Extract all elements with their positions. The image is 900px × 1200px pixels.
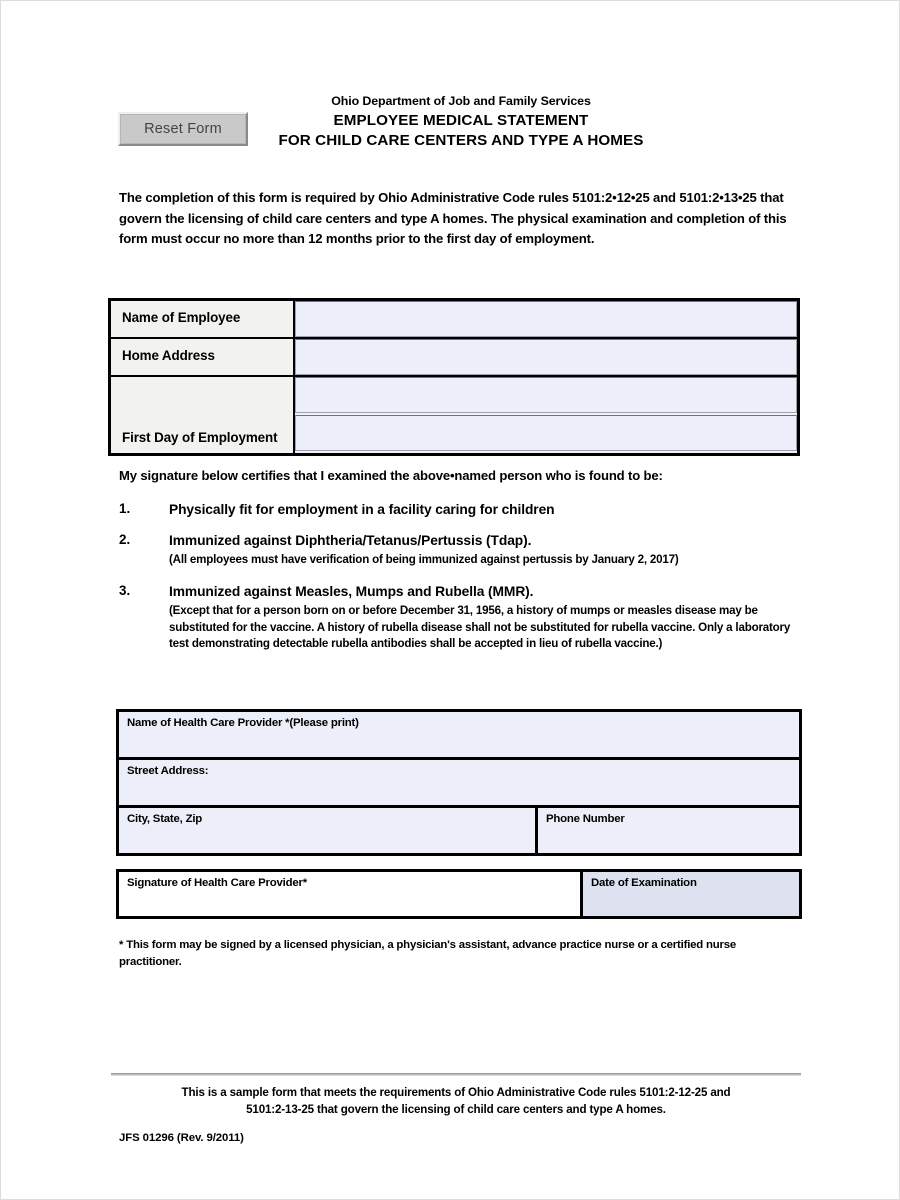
table-row [111,377,797,453]
label-first-day-of-employment: First Day of Employment [111,377,295,453]
list-item-number: 1. [119,501,131,516]
list-item-heading: Physically fit for employment in a facility caring for children [169,502,555,517]
label-signature-of-provider: Signature of Health Care Provider* [127,877,307,889]
list-item-number: 3. [119,582,131,598]
certification-statement: My signature below certifies that I examined the above•named person who is found to be: [119,468,663,483]
table-row [111,301,797,339]
field-group [295,339,797,375]
label-phone-number: Phone Number [546,813,625,825]
provider-name-input[interactable] [119,733,799,757]
label-street-address: Street Address: [127,765,209,777]
provider-phone-number-input[interactable] [538,829,799,853]
list-item-heading: Immunized against Measles, Mumps and Rubella (MMR). [169,583,534,599]
provider-phone-cell [538,808,799,853]
provider-city-cell [119,808,538,853]
label-home-address: Home Address [111,339,295,375]
footer-sample-line-2: 5101:2-13-25 that govern the licensing of child care centers and type A homes. [246,1103,666,1117]
signature-cell [119,872,583,916]
footer-divider [111,1073,801,1076]
health-care-provider-table [116,709,802,856]
signature-table [116,869,802,919]
employee-name-input[interactable] [295,301,797,337]
field-group [295,377,797,453]
table-row [119,808,799,853]
list-item [119,501,797,518]
label-name-of-employee: Name of Employee [111,301,295,337]
list-item-note: (Except that for a person born on or before December 31, 1956, a history of mumps or measles disease may be substituted for the vaccine. A history of rubella disease shall not be substituted for rubella vaccine. Only a laboratory test demonstrating detectable rubella antibodies shall be accepted in lieu of rubella vaccine.) [169,604,791,651]
list-item-note: (All employees must have verification of being immunized against pertussis by January 2, 2017) [169,553,679,567]
page-title: EMPLOYEE MEDICAL STATEMENT [333,111,589,129]
footer-sample-notice [111,1084,801,1119]
address-line2-input[interactable] [295,377,797,413]
footer-sample-line-1: This is a sample form that meets the requirements of Ohio Administrative Code rules 5101:2-12-25 and [181,1086,731,1099]
page-subtitle: FOR CHILD CARE CENTERS AND TYPE A HOMES [278,132,644,150]
certification-items-list [119,501,797,667]
intro-paragraph: The completion of this form is required by Ohio Administrative Code rules 5101:2•12•25 and 5101:2•13•25 that govern the licensing of child care centers and type A homes. The physical examination and completion of this form must occur no more than 12 months prior to the first day of employment. [119,190,787,247]
table-row [119,712,799,760]
date-of-examination-input[interactable] [583,892,799,916]
employee-info-table [108,298,800,456]
label-date-of-examination: Date of Examination [591,877,697,889]
provider-signature-input[interactable] [119,892,580,916]
provider-name-cell [119,712,799,757]
provider-street-cell [119,760,799,805]
document-title-block [231,94,691,151]
table-row [111,339,797,377]
table-row [119,760,799,808]
home-address-input[interactable] [295,339,797,375]
date-of-examination-cell [583,872,799,916]
list-item [119,532,797,569]
list-item [119,583,797,653]
list-item-number: 2. [119,532,131,548]
provider-street-address-input[interactable] [119,781,799,805]
list-item-body [169,501,797,518]
list-item-body [169,532,797,569]
reset-form-button[interactable]: Reset Form [118,112,248,146]
footnote-text: * This form may be signed by a licensed physician, a physician's assistant, advance practice nurse or a certified nurse practitioner. [119,939,737,968]
field-group [295,301,797,337]
first-day-of-employment-input[interactable] [295,415,797,451]
label-provider-name: Name of Health Care Provider *(Please print) [127,717,359,729]
list-item-heading: Immunized against Diphtheria/Tetanus/Pertussis (Tdap). [169,533,532,549]
list-item-body [169,583,797,653]
agency-name: Ohio Department of Job and Family Services [331,94,591,108]
label-city-state-zip: City, State, Zip [127,813,203,825]
form-number: JFS 01296 (Rev. 9/2011) [119,1132,244,1144]
provider-city-state-zip-input[interactable] [119,829,535,853]
